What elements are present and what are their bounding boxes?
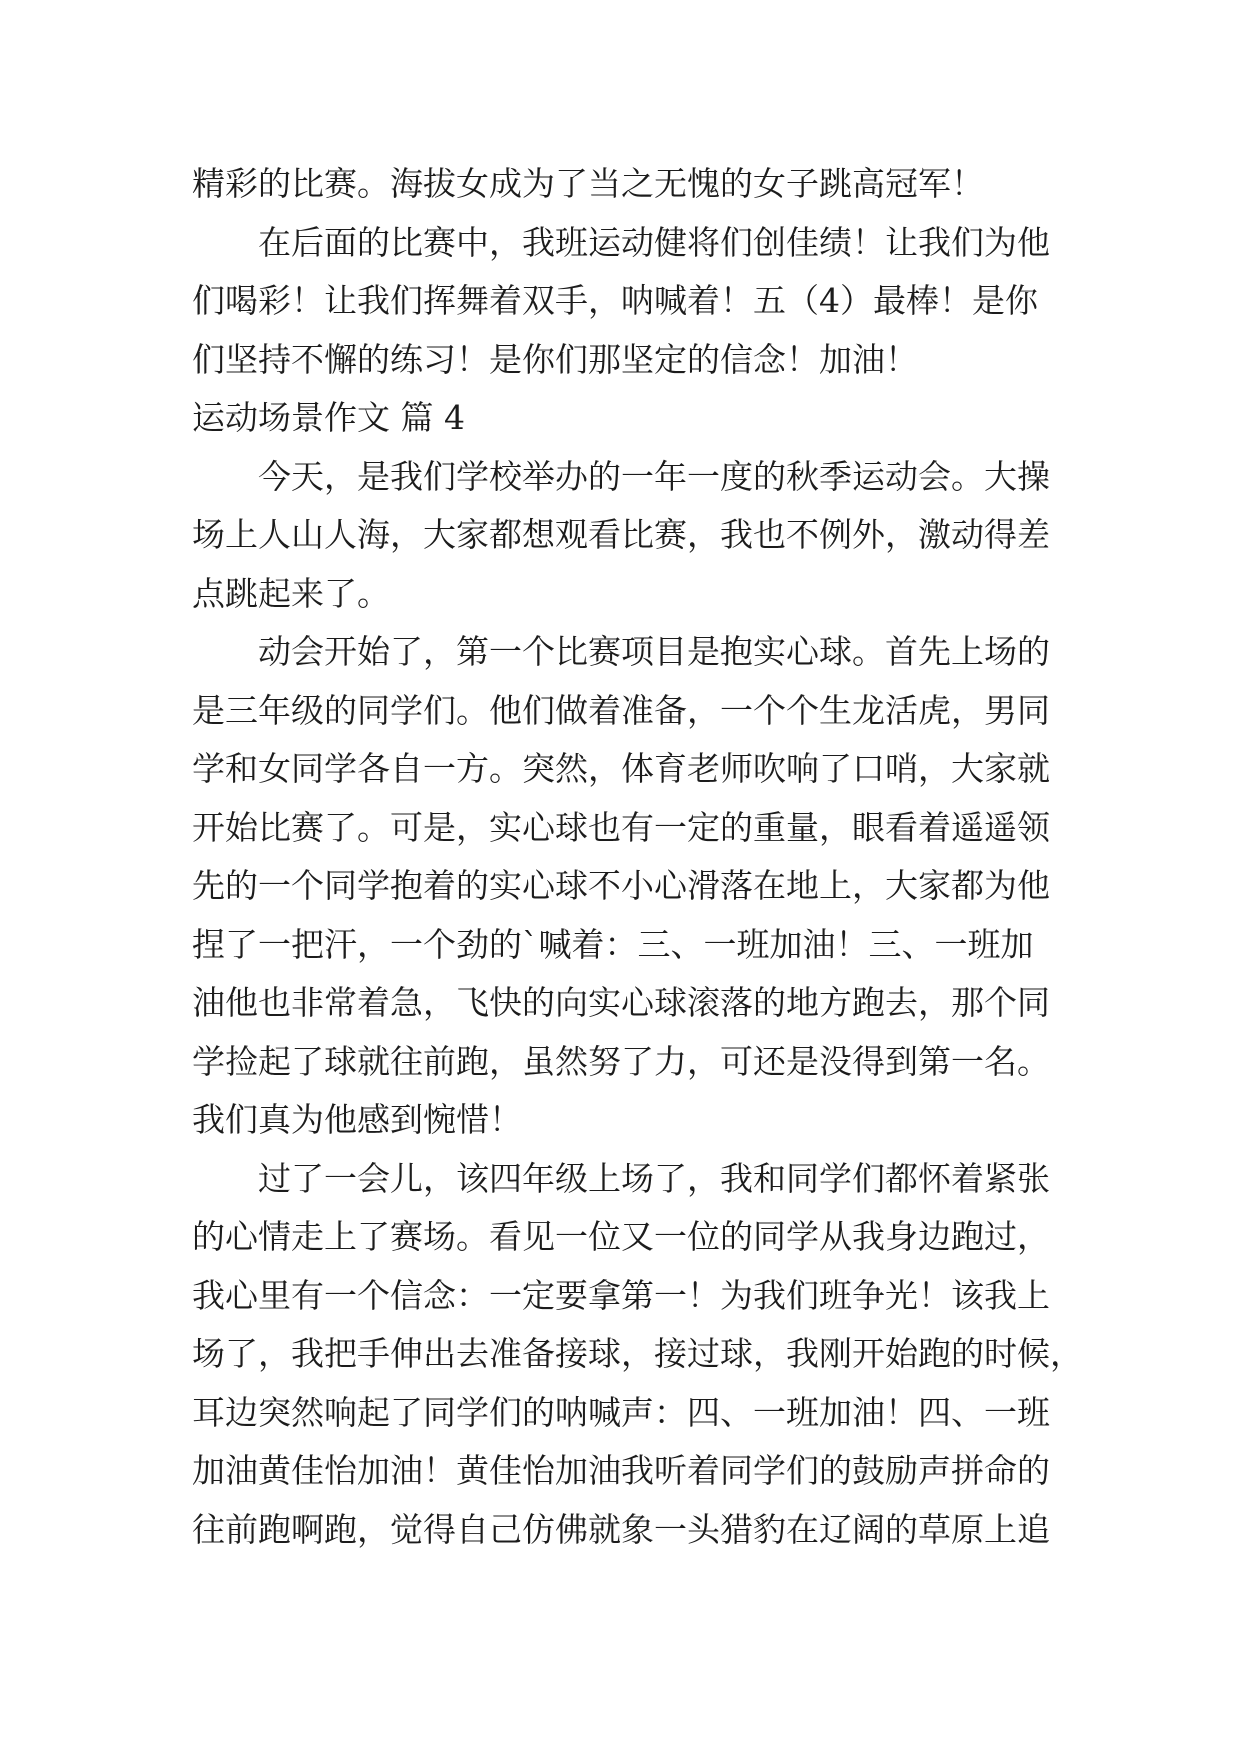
text-line: 往前跑啊跑，觉得自己仿佛就象一头猎豹在辽阔的草原上追	[192, 1509, 1050, 1549]
text-line: 我心里有一个信念：一定要拿第一！为我们班争光！该我上	[192, 1275, 1050, 1315]
section-heading: 运动场景作文 篇 4	[192, 398, 465, 437]
text-line: 加油黄佳怡加油！黄佳怡加油我听着同学们的鼓励声拼命的	[192, 1451, 1050, 1490]
document-body	[192, 155, 1092, 1559]
text-line: 在后面的比赛中，我班运动健将们创佳绩！让我们为他	[258, 222, 1050, 262]
paragraph	[192, 448, 1092, 624]
text-line: 开始比赛了。可是，实心球也有一定的重量，眼看着遥遥领	[192, 807, 1050, 847]
text-line: 动会开始了，第一个比赛项目是抱实心球。首先上场的	[258, 632, 1050, 671]
text-line: 捏了一把汗，一个劲的`喊着：三、一班加油！三、一班加	[192, 924, 1034, 964]
text-line: 学捡起了球就往前跑，虽然努了力，可还是没得到第一名。	[192, 1041, 1050, 1081]
text-line: 的心情走上了赛场。看见一位又一位的同学从我身边跑过，	[192, 1217, 1050, 1256]
text-line: 先的一个同学抱着的实心球不小心滑落在地上，大家都为他	[192, 866, 1050, 905]
text-line: 场上人山人海，大家都想观看比赛，我也不例外，激动得差	[192, 515, 1050, 554]
text-line: 是三年级的同学们。他们做着准备，一个个生龙活虎，男同	[192, 690, 1050, 730]
text-line: 过了一会儿，该四年级上场了，我和同学们都怀着紧张	[258, 1158, 1050, 1198]
text-line: 今天，是我们学校举办的一年一度的秋季运动会。大操	[258, 456, 1050, 496]
text-line: 学和女同学各自一方。突然，体育老师吹响了口哨，大家就	[192, 749, 1050, 788]
paragraph	[192, 214, 1092, 390]
continued-paragraph	[192, 155, 1092, 214]
text-line: 场了，我把手伸出去准备接球，接过球，我刚开始跑的时候，	[192, 1334, 1083, 1373]
paragraph	[192, 623, 1092, 1150]
text-line: 我们真为他感到惋惜！	[192, 1100, 522, 1139]
paragraph	[192, 1150, 1092, 1560]
text-line: 油他也非常着急，飞快的向实心球滚落的地方跑去，那个同	[192, 983, 1050, 1022]
text-line: 点跳起来了。	[192, 573, 390, 613]
text-line: 们坚持不懈的练习！是你们那坚定的信念！加油！	[192, 339, 918, 379]
text-line: 们喝彩！让我们挥舞着双手，呐喊着！五（4）最棒！是你	[192, 281, 1038, 320]
text-line: 精彩的比赛。海拔女成为了当之无愧的女子跳高冠军！	[192, 164, 984, 203]
text-line: 耳边突然响起了同学们的呐喊声：四、一班加油！四、一班	[192, 1392, 1050, 1432]
